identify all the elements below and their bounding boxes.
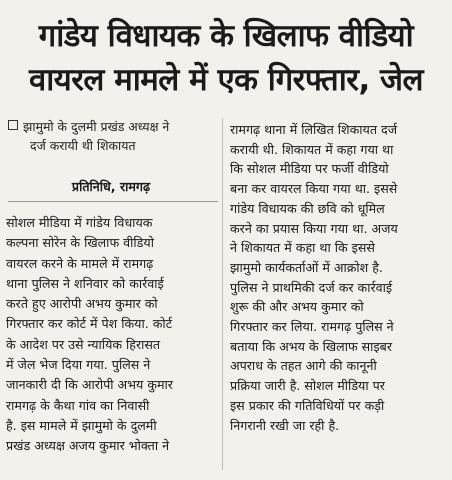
right-line: गांडेय विधायक की छवि को धूमिल	[230, 200, 385, 216]
sublead-line-1: झामुमो के दुलमी प्रखंड अध्यक्ष ने	[23, 119, 170, 134]
sublead	[8, 118, 218, 155]
right-line: इस प्रकार की गतिविधियों पर कड़ी	[230, 397, 385, 413]
left-line: सोशल मीडिया में गांडेय विधायक	[6, 215, 153, 230]
right-line: ने शिकायत में कहा था कि इससे	[230, 240, 375, 256]
right-line: गिरफ्तार कर लिया. रामगढ़ पुलिस ने	[230, 319, 394, 335]
right-line: प्रक्रिया जारी है. सोशल मीडिया पर	[230, 378, 385, 394]
left-line: गिरफ्तार कर कोर्ट में पेश किया. कोर्ट	[6, 316, 173, 332]
left-line: जानकारी दी कि आरोपी अभय कुमार	[6, 377, 173, 393]
right-line: करायी थी. शिकायत में कहा गया था	[230, 141, 394, 157]
left-line: है. इस मामले में झामुमो के दुलमी	[6, 417, 157, 433]
byline-rule	[8, 201, 218, 202]
left-line: करते हुए आरोपी अभय कुमार को	[6, 296, 158, 312]
left-line: प्रखंड अध्यक्ष अजय कुमार भोक्ता ने	[6, 438, 170, 454]
square-bullet-icon	[8, 120, 18, 130]
right-line: कि सोशल मीडिया पर फर्जी वीडियो	[230, 161, 389, 177]
right-line: बना कर वायरल किया गया था. इससे	[230, 181, 398, 197]
left-line: वायरल करने के मामले में रामगढ़	[6, 255, 154, 271]
byline: प्रतिनिधि, रामगढ़	[71, 179, 151, 194]
headline-line-1: गांडेय विधायक के खिलाफ वीडियो	[38, 18, 414, 54]
right-column	[230, 120, 446, 435]
left-line: थाना पुलिस ने शनिवार को कार्रवाई	[6, 275, 164, 291]
right-line: झामुमो कार्यकर्ताओं में आक्रोश है.	[230, 259, 383, 275]
right-line: बताया कि अभय के खिलाफ साइबर	[230, 338, 392, 354]
left-line: रामगढ़ के कैथा गांव का निवासी	[6, 397, 150, 413]
right-line: अपराध के तहत आगे की कानूनी	[230, 358, 377, 374]
right-line: करने का प्रयास किया गया था. अजय	[230, 220, 398, 236]
left-line: कल्पना सोरेन के खिलाफ वीडियो	[6, 235, 154, 251]
right-line: शुरू की और अभय कुमार को	[230, 299, 364, 315]
sublead-line-2: दर्ज करायी थी शिकायत	[30, 137, 136, 153]
left-line: में जेल भेज दिया गया. पुलिस ने	[6, 357, 151, 373]
right-line: निगरानी रखी जा रही है.	[230, 417, 340, 433]
column-divider	[222, 118, 223, 470]
left-line: के आदेश पर उसे न्यायिक हिरासत	[6, 336, 161, 352]
right-line: पुलिस ने प्राथमिकी दर्ज कर कार्रवाई	[230, 279, 393, 295]
right-line: रामगढ़ थाना में लिखित शिकायत दर्ज	[230, 122, 398, 137]
headline	[0, 14, 452, 102]
left-column	[6, 213, 220, 457]
headline-line-2: वायरल मामले में एक गिरफ्तार, जेल	[28, 62, 424, 98]
